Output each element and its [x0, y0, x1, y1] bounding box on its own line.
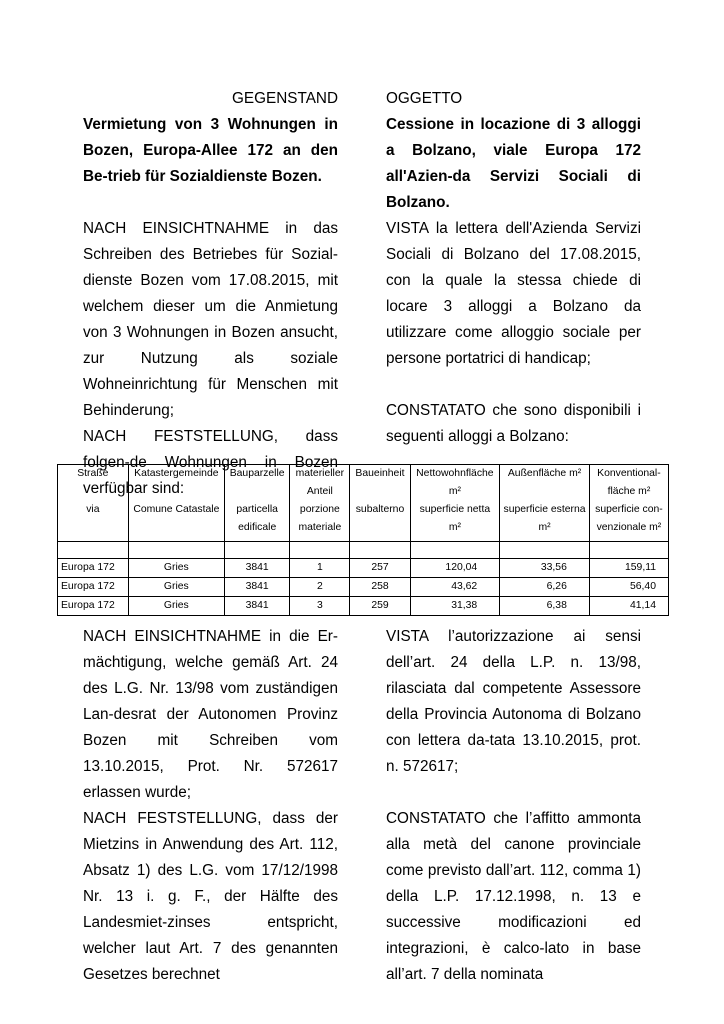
cell-net-area: 31,38 [410, 597, 500, 616]
column-header: Außenfläche m² superficie esterna m² [500, 465, 590, 542]
subject-header-it: OGGETTO [386, 90, 463, 107]
table-row [58, 597, 669, 616]
subject-paragraph-de: Vermietung von 3 Wohnungen in Bozen, Europa-Allee 172 an den Be-trieb für Sozialdienste Bozen. [83, 116, 338, 185]
cell-street: Europa 172 [58, 578, 129, 597]
cell-street: Europa 172 [58, 597, 129, 616]
cell-street: Europa 172 [58, 559, 129, 578]
column-header: Bauparzelle particella edificale [225, 465, 290, 542]
body-bottom-it [386, 624, 641, 988]
subject-text-de [83, 112, 338, 190]
table-row [58, 578, 669, 597]
column-header: Konventional-fläche m² superficie con-venzionale m² [589, 465, 668, 542]
body-top-de [83, 216, 338, 502]
table-header-row [58, 465, 669, 542]
table-spacer-row [58, 542, 669, 559]
paragraph-einsichtnahme-schreiben: NACH EINSICHTNAHME in das Schreiben des Betriebes für Sozial-dienste Bozen vom 17.08.2015, mit welchem dieser um die Anmietung von 3 Wohnungen in Bozen ansucht, zur Nutzung als soziale Wohneinrichtung für Menschen mit Behinderung; [83, 220, 338, 419]
cell-portion: 3 [290, 597, 350, 616]
subject-header-de: GEGENSTAND [232, 90, 338, 107]
subject-text-it [386, 112, 641, 216]
paragraph-vista-lettera: VISTA la lettera dell'Azienda Servizi Sociali di Bolzano del 17.08.2015, con la quale la stessa chiede di locare 3 alloggi a Bolzano da utilizzare come alloggio sociale per persone portatrici di handicap; [386, 220, 641, 367]
paragraph-constatato-affitto: CONSTATATO che l’affitto ammonta alla metà del canone provinciale come previsto dall’art. 112, comma 1) della L.P. 17.12.1998, n. 13 e successive modificazioni ed integrazioni, è calco-lato in base all’art. 7 della nominata [386, 810, 641, 983]
cell-net-area: 43,62 [410, 578, 500, 597]
cell-conventional-area: 159,11 [589, 559, 668, 578]
cell-parcel: 3841 [225, 559, 290, 578]
table-row [58, 559, 669, 578]
column-header: materieller Anteil porzione materiale [290, 465, 350, 542]
column-header: Katastergemeinde Comune Catastale [128, 465, 224, 542]
cell-outer-area: 6,26 [500, 578, 590, 597]
cell-parcel: 3841 [225, 578, 290, 597]
cell-parcel: 3841 [225, 597, 290, 616]
paragraph-feststellung-mietzins: NACH FESTSTELLUNG, dass der Mietzins in Anwendung des Art. 112, Absatz 1) des L.G. vom 17/12/1998 Nr. 13 i. g. F., der Hälfte des Landesmiet-zinses entspricht, welcher laut Art. 7 des genannten Gesetzes berechnet [83, 810, 338, 983]
cell-portion: 1 [290, 559, 350, 578]
cell-conventional-area: 41,14 [589, 597, 668, 616]
cell-unit: 257 [350, 559, 410, 578]
column-header: Straße via [58, 465, 129, 542]
apartments-table [57, 464, 669, 616]
column-header: Nettowohnfläche m² superficie netta m² [410, 465, 500, 542]
cell-unit: 259 [350, 597, 410, 616]
cell-unit: 258 [350, 578, 410, 597]
cell-conventional-area: 56,40 [589, 578, 668, 597]
cell-cadastral: Gries [128, 559, 224, 578]
body-bottom-de [83, 624, 338, 988]
cell-outer-area: 33,56 [500, 559, 590, 578]
paragraph-feststellung-wohnungen: NACH FESTSTELLUNG, dass folgen-de Wohnungen in Bozen verfügbar sind: [83, 428, 338, 497]
column-header: Baueinheit subalterno [350, 465, 410, 542]
cell-net-area: 120,04 [410, 559, 500, 578]
cell-outer-area: 6,38 [500, 597, 590, 616]
paragraph-vista-autorizzazione: VISTA l’autorizzazione ai sensi dell’art. 24 della L.P. n. 13/98, rilasciata dal competente Assessore della Provincia Autonoma di Bolzano con lettera da-tata 13.10.2015, prot. n. 572617; [386, 628, 641, 775]
cell-cadastral: Gries [128, 578, 224, 597]
cell-cadastral: Gries [128, 597, 224, 616]
cell-portion: 2 [290, 578, 350, 597]
subject-paragraph-it: Cessione in locazione di 3 alloggi a Bolzano, viale Europa 172 all'Azien-da Servizi Sociali di Bolzano. [386, 116, 641, 211]
body-top-it [386, 216, 641, 450]
paragraph-einsichtnahme-ermaechtigung: NACH EINSICHTNAHME in die Er-mächtigung, welche gemäß Art. 24 des L.G. Nr. 13/98 vom zuständigen Lan-desrat der Autonomen Provinz Bozen mit Schreiben vom 13.10.2015, Prot. Nr. 572617 erlassen wurde; [83, 628, 338, 801]
paragraph-constatato-alloggi: CONSTATATO che sono disponibili i seguenti alloggi a Bolzano: [386, 402, 641, 445]
